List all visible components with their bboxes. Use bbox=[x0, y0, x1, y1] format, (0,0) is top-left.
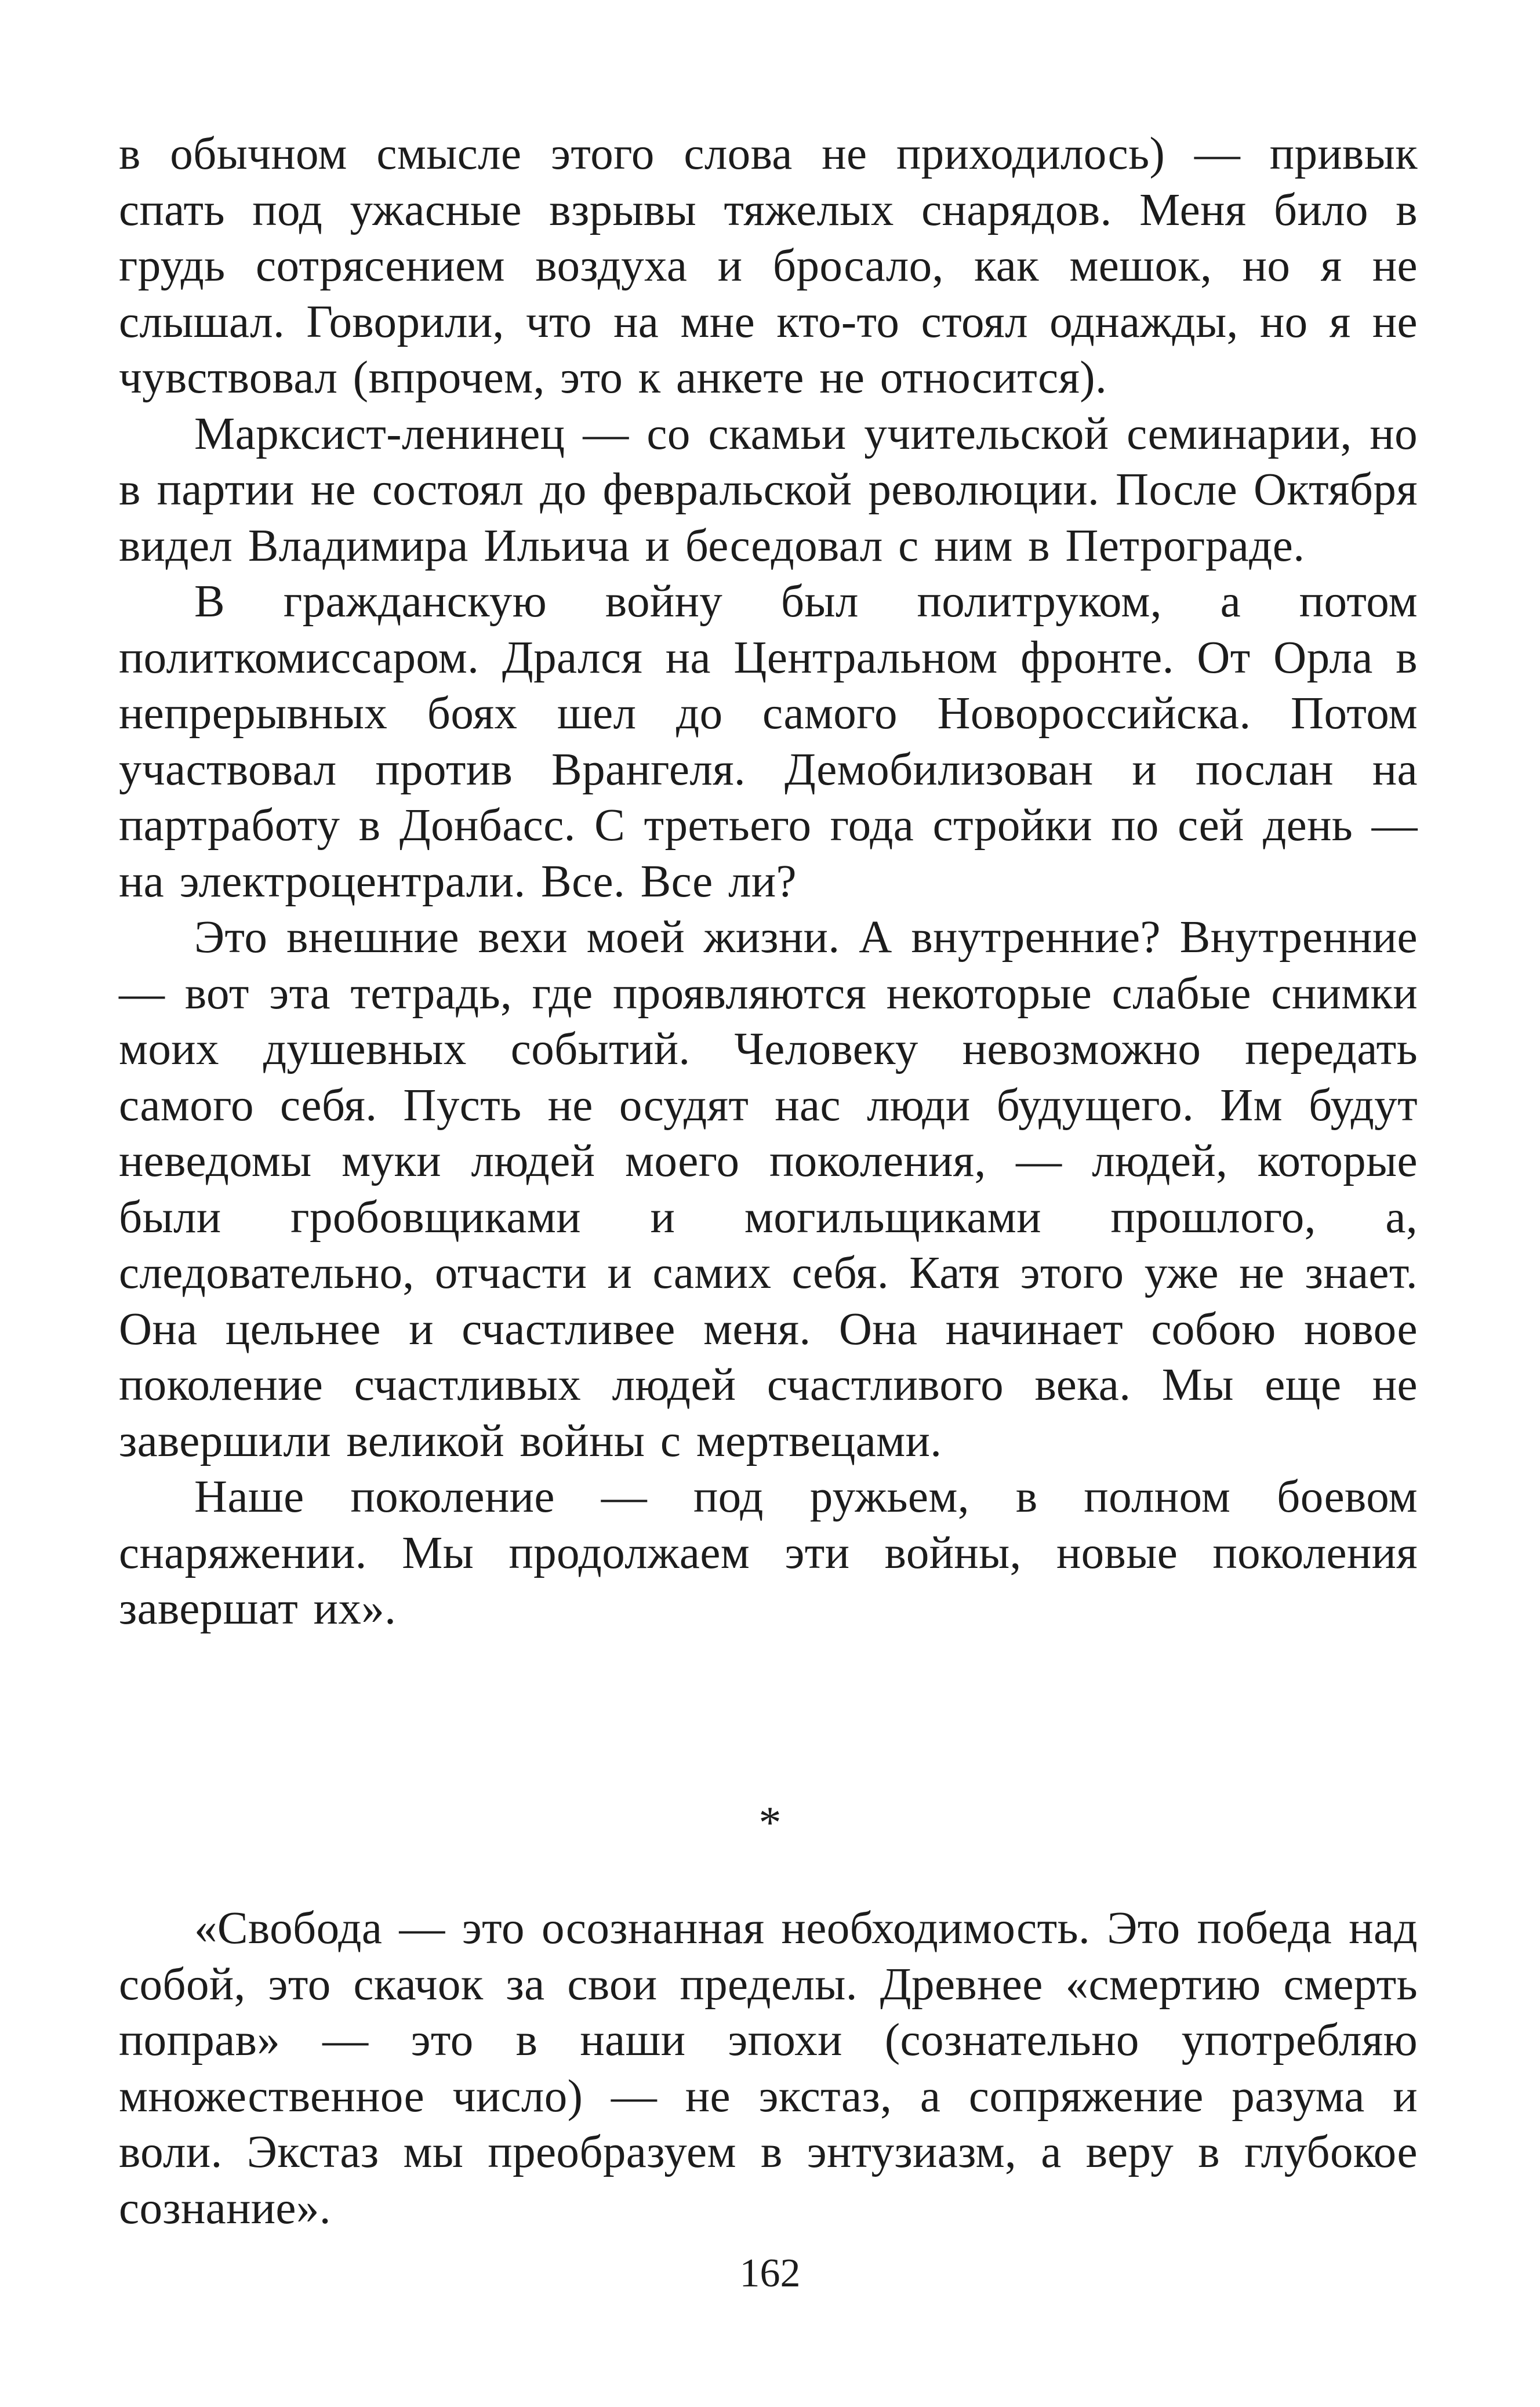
paragraph-1: в обычном смысле этого слова не приходилось) — привык спать под ужасные взрывы тяжелых снарядов. Меня било в грудь сотрясением воздуха и бросало, как мешок, но я не слышал. Говорили, что на мне кто-то стоял однажды, но я не чувствовал (впрочем, это к анкете не относится). bbox=[119, 129, 1418, 403]
section-separator: * bbox=[758, 1797, 782, 1847]
page-number: 162 bbox=[739, 2251, 801, 2296]
paragraph-3: В гражданскую войну был политруком, а потом политкомиссаром. Дрался на Центральном фронте. От Орла в непрерывных боях шел до самого Новороссийска. Потом участвовал против Врангеля. Демобилизован и послан на партработу в Донбасс. С третьего года стройки по сей день — на электроцентрали. Все. Все ли? bbox=[119, 576, 1418, 907]
paragraph-2: Марксист-ленинец — со скамьи учительской семинарии, но в партии не состоял до февральской революции. После Октября видел Владимира Ильича и беседовал с ним в Петрограде. bbox=[119, 408, 1418, 571]
paragraph-5: Наше поколение — под ружьем, в полном боевом снаряжении. Мы продолжаем эти войны, новые поколения завершат их». bbox=[119, 1472, 1418, 1634]
quote-text bbox=[119, 1901, 1418, 2237]
main-text bbox=[119, 126, 1418, 1638]
quote-paragraph: «Свобода — это осознанная необходимость. Это победа над собой, это скачок за свои пределы. Древнее «смертию смерть поправ» — это в наши эпохи (сознательно употребляю множественное число) — не экстаз, а сопряжение разума и воли. Экстаз мы преобразуем в энтузиазм, а веру в глубокое сознание». bbox=[119, 1903, 1418, 2234]
paragraph-4: Это внешние вехи моей жизни. А внутренние? Внутренние — вот эта тетрадь, где проявляются некоторые слабые снимки моих душевных событий. Человеку невозможно передать самого себя. Пусть не осудят нас люди будущего. Им будут неведомы муки людей моего поколения, — людей, которые были гробовщиками и могильщиками прошлого, а, следовательно, отчасти и самих себя. Катя этого уже не знает. Она цельнее и счастливее меня. Она начинает собою новое поколение счастливых людей счастливого века. Мы еще не завершили великой войны с мертвецами. bbox=[119, 912, 1418, 1466]
